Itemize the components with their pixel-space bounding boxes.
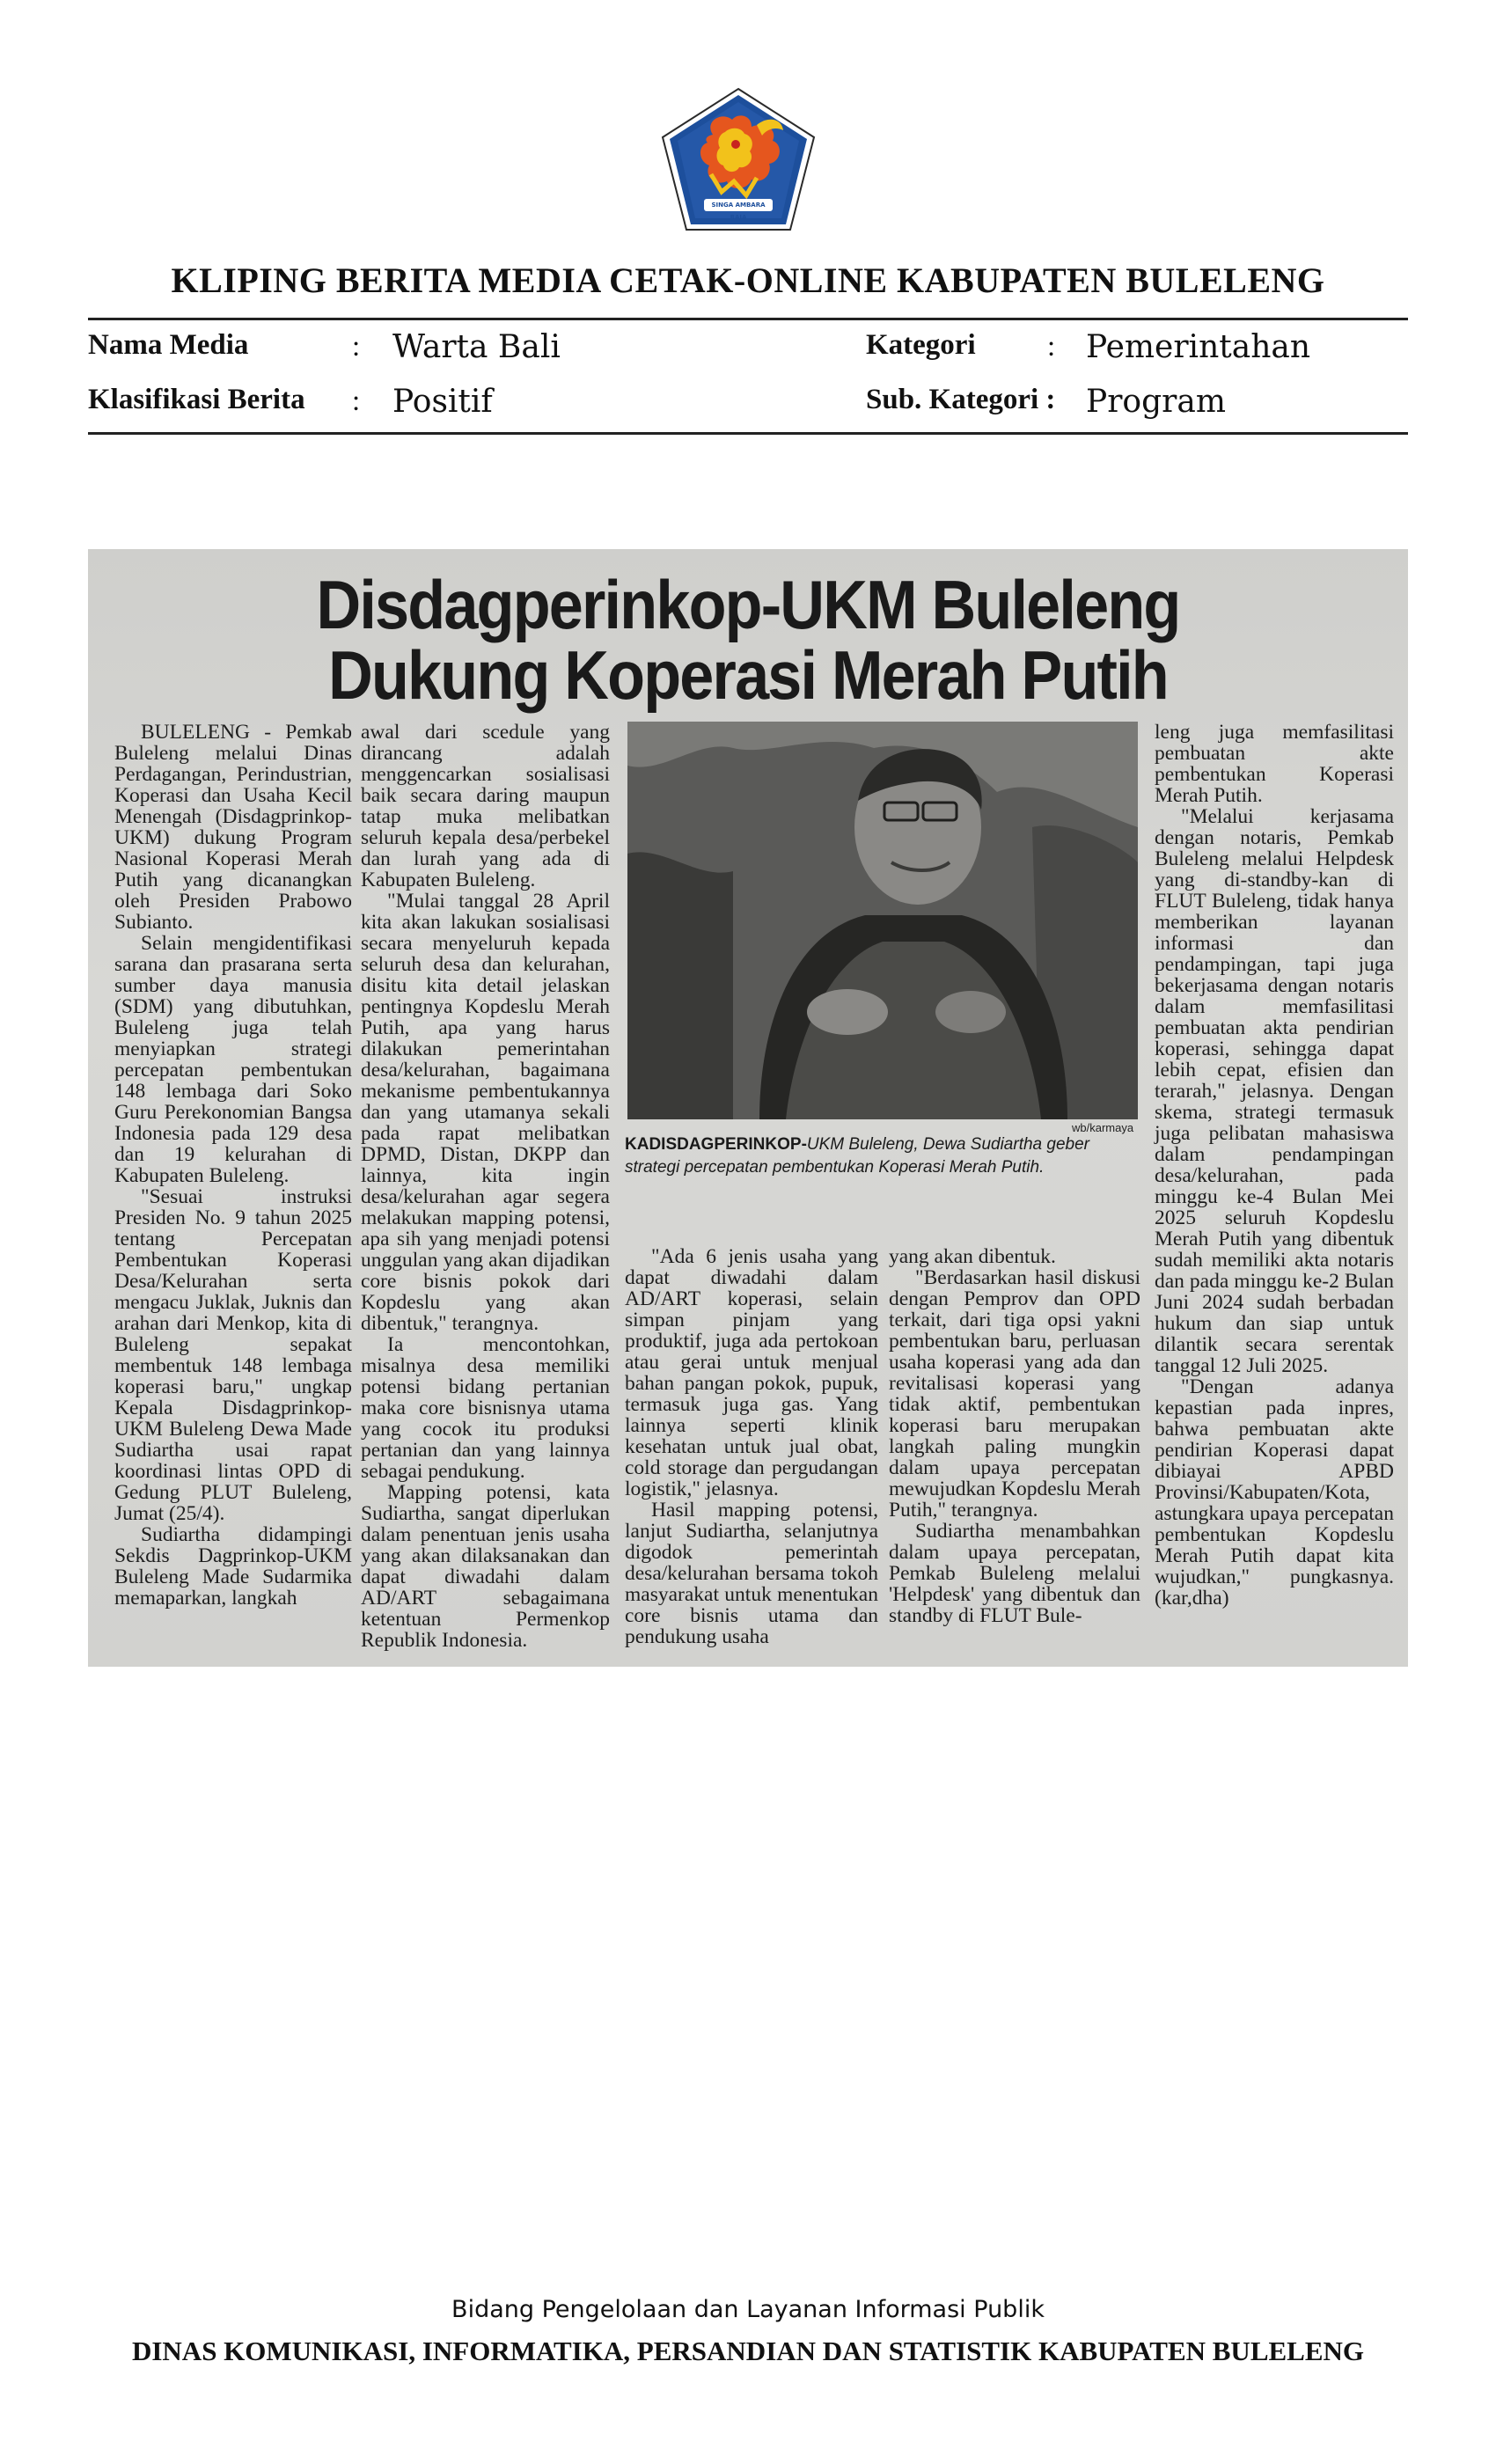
paragraph: "Dengan adanya kepastian pada inpres, bahwa pembuatan akte pendirian Koperasi dapat dibiayai APBD Provinsi/Kabupaten/Kota, astungkara upaya percepatan pembentukan Kopdeslu Merah Putih dapat kita wujudkan," pungkasnya. (kar,dha) xyxy=(1155,1375,1394,1610)
headline-line-2: Dukung Koperasi Merah Putih xyxy=(328,636,1168,714)
paragraph: awal dari scedule yang dirancang adalah menggencarkan sosialisasi baik secara daring maupun tatap muka melibatkan seluruh kepala desa/perbekel dan lurah yang ada di Kabupaten Buleleng. xyxy=(361,721,610,891)
paragraph: Sudiartha menambahkan dalam upaya percepatan, Pemkab Buleleng melalui 'Helpdesk' yang dibentuk dan standby di FLUT Bule- xyxy=(889,1520,1140,1627)
klasifikasi-colon: : xyxy=(352,385,361,417)
kategori-value: Pemerintahan xyxy=(1086,329,1311,365)
sub-kategori-value: Program xyxy=(1086,384,1226,420)
sub-kategori-label: Sub. Kategori : xyxy=(866,384,1056,415)
photo-credit: wb/karmaya xyxy=(1072,1121,1134,1134)
nama-media-value: Warta Bali xyxy=(392,329,561,365)
paragraph: "Sesuai instruksi Presiden No. 9 tahun 2025 tentang Percepatan Pembentukan Koperasi Desa/Kelurahan serta mengacu Juklak, Juknis dan arahan dari Menkop, kita di Buleleng sepakat membentuk 148 lembaga koperasi baru," ungkap Kepala Disdagprinkop-UKM Buleleng Dewa Made Sudiartha usai rapat koordinasi lintas OPD di Gedung PLUT Buleleng, Jumat (25/4). xyxy=(114,1185,352,1525)
paragraph: leng juga memfasilitasi pembuatan akte pembentukan Koperasi Merah Putih. xyxy=(1155,721,1394,807)
caption-bold: KADISDAGPERINKOP- xyxy=(625,1135,807,1154)
nama-media-colon: : xyxy=(352,331,361,363)
article-column-3 xyxy=(625,1246,878,1647)
page-title: KLIPING BERITA MEDIA CETAK-ONLINE KABUPATEN BULELENG xyxy=(171,260,1325,300)
paragraph: Selain mengidentifikasi sarana dan prasarana serta sumber daya manusia (SDM) yang dibutuhkan, Buleleng juga telah menyiapkan strategi percepatan pembentukan 148 lembaga dari Soko Guru Perekonomian Bangsa Indonesia pada 129 desa dan 19 kelurahan di Kabupaten Buleleng. xyxy=(114,932,352,1187)
footer-division: Bidang Pengelolaan dan Layanan Informasi Publik xyxy=(451,2296,1045,2323)
paragraph: Hasil mapping potensi, lanjut Sudiartha, selanjutnya digodok pemerintah desa/kelurahan bersama tokoh masyarakat untuk menentukan core bisnis utama dan pendukung usaha xyxy=(625,1499,878,1648)
logo-ribbon-text: SINGA AMBARA RAJA xyxy=(711,202,766,221)
buleleng-logo xyxy=(660,86,817,232)
kategori-label: Kategori xyxy=(866,329,976,361)
klasifikasi-label: Klasifikasi Berita xyxy=(88,384,305,415)
paragraph: "Mulai tanggal 28 April kita akan lakukan sosialisasi secara menyeluruh kepada seluruh desa dan kelurahan, disitu kita detail jelaskan pentingnya Kopdeslu Merah Putih, apa yang harus dilakukan pemerintahan desa/kelurahan, bagaimana mekanisme pembentukannya dan yang utamanya sekali pada rapat melibatkan DPMD, Distan, DKPP dan lainnya, kita ingin desa/kelurahan agar segera melakukan mapping potensi, apa sih yang menjadi potensi unggulan yang akan dijadikan core bisnis pokok dari Kopdeslu yang akan dibentuk," terangnya. xyxy=(361,890,610,1335)
paragraph: "Berdasarkan hasil diskusi dengan Pemprov dan OPD terkait, dari tiga opsi yakni pembentukan baru, perluasan usaha koperasi yang ada dan revitalisasi koperasi yang tidak aktif, pembentukan koperasi baru merupakan langkah paling mungkin dalam upaya percepatan mewujudkan Kopdeslu Merah Putih," terangnya. xyxy=(889,1266,1140,1522)
article-column-1 xyxy=(114,722,352,1609)
paragraph: Mapping potensi, kata Sudiartha, sangat diperlukan dalam penentuan jenis usaha yang akan dilaksanakan dan dapat diwadahi dalam AD/ART sebagaimana ketentuan Permenkop Republik Indonesia. xyxy=(361,1481,610,1652)
kategori-colon: : xyxy=(1047,331,1056,363)
article-column-5 xyxy=(1155,722,1394,1609)
paragraph: "Melalui kerjasama dengan notaris, Pemkab Buleleng melalui Helpdesk yang di-standby-kan di FLUT Buleleng, tidak hanya memberikan layanan informasi dan pendampingan, tapi juga bekerjasama dengan notaris dalam memfasilitasi pembuatan akta pendirian koperasi, sehingga dapat lebih cepat, efisien dan terarah," jelasnya. Dengan skema, strategi termasuk juga pelibatan mahasiswa dalam pendampingan desa/kelurahan, pada minggu ke-4 Bulan Mei 2025 seluruh Kopdeslu Merah Putih yang dibentuk sudah memiliki akta notaris dan pada minggu ke-2 Bulan Juni 2024 sudah berbadan hukum dan siap untuk dilantik secara serentak tanggal 12 Juli 2025. xyxy=(1155,805,1394,1377)
footer-agency: DINAS KOMUNIKASI, INFORMATIKA, PERSANDIAN DAN STATISTIK KABUPATEN BULELENG xyxy=(131,2336,1365,2366)
newspaper-clipping xyxy=(88,549,1408,1667)
paragraph: Sudiartha didampingi Sekdis Dagprinkop-UKM Buleleng Made Sudarmika memaparkan, langkah xyxy=(114,1523,352,1610)
header-divider-top xyxy=(88,318,1408,320)
photo-caption xyxy=(625,1133,1144,1179)
article-photo xyxy=(627,722,1138,1119)
article-column-4 xyxy=(889,1246,1140,1626)
paragraph: Ia mencontohkan, misalnya desa memiliki potensi bidang pertanian maka core bisnisnya utama yang cocok itu produksi pertanian dan yang lainnya sebagai pendukung. xyxy=(361,1333,610,1483)
paragraph: "Ada 6 jenis usaha yang dapat diwadahi dalam AD/ART koperasi, selain simpan pinjam yang produktif, juga ada pertokoan atau gerai untuk menjual bahan pangan pokok, pupuk, termasuk juga gas. Yang lainnya seperti klinik kesehatan untuk jual obat, cold storage dan pergudangan logistik," jelasnya. xyxy=(625,1245,878,1500)
article-column-2 xyxy=(361,722,610,1651)
header-divider-bottom xyxy=(88,432,1408,435)
paragraph: yang akan dibentuk. xyxy=(889,1245,1056,1268)
headline-line-1: Disdagperinkop-UKM Buleleng xyxy=(316,566,1180,643)
klasifikasi-value: Positif xyxy=(392,384,493,420)
paragraph: BULELENG - Pemkab Buleleng melalui Dinas Perdagangan, Perindustrian, Koperasi dan Usaha Kecil Menengah (Disdagprinkop-UKM) dukung Program Nasional Koperasi Merah Putih yang dicanangkan oleh Presiden Prabowo Subianto. xyxy=(114,721,352,934)
caption-text: UKM Buleleng, Dewa Sudiartha geber strategi percepatan pembentukan Koperasi Merah Putih. xyxy=(625,1135,1089,1177)
nama-media-label: Nama Media xyxy=(88,329,249,361)
